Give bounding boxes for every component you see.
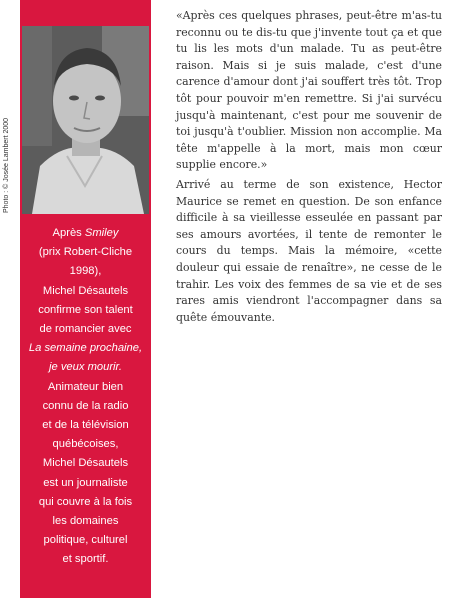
bio-line: les domaines [52, 515, 119, 528]
red-sidebar [20, 0, 151, 598]
book-title-line: La semaine prochaine, [28, 342, 143, 355]
bio-line: et sportif. [62, 553, 109, 566]
bio-line: qui couvre à la fois [38, 495, 133, 508]
bio-line: connu de la radio [42, 399, 129, 412]
bio-line: est un journaliste [43, 476, 128, 489]
book-title-line: je veux mourir. [49, 361, 122, 374]
bio-line: confirme son talent [38, 303, 133, 316]
bio-line: (prix Robert-Cliche [38, 246, 133, 259]
author-bio [20, 224, 151, 570]
bio-line: et de la télévision [42, 419, 129, 432]
excerpt-quote: «Après ces quelques phrases, peut-être m'as-tu reconnu ou te dis-tu que j'invente tout ça et que tu lis les mots d'un malade. Tu as peut-être raison. Mais si je suis malade, c'est d'une carence d'amour dont j'ai souffert très tôt. Trop tôt pour pouvoir m'en remettre. Si j'ai survécu jusqu'à maintenant, c'est pour me souvenir de toi jusqu'à t'oublier. Mission non accomplie. Ma tête m'appelle à la mort, mais mon cœur supplie encore.» [176, 9, 442, 172]
photo-credit: Photo : © Josée Lambert 2000 [3, 117, 10, 213]
bio-line: Michel Désautels [42, 284, 129, 297]
portrait-illustration [22, 26, 149, 214]
author-photo [22, 26, 149, 214]
bio-line: de romancier avec [39, 323, 132, 336]
bio-line: québécoises, [52, 438, 119, 451]
book-summary: Arrivé au terme de son existence, Hector Maurice se remet en question. De son enfance difficile à sa vieillesse esseulée en passant par ses amours avortées, il tente de remonter le cours du temps. Mais la mémoire, «cette douleur qui essaie de renaître», ne cesse de le trahir. Les voix des femmes de sa vie et de ses rares amis viendront l'accompagner dans sa quête émouvante. [176, 177, 442, 324]
main-text [176, 8, 442, 329]
bio-line: 1998), [69, 265, 102, 278]
bio-line: Après Smiley [52, 227, 119, 239]
bio-line: politique, culturel [43, 534, 128, 547]
bio-line: Animateur bien [47, 380, 124, 393]
bio-line: Michel Désautels [42, 457, 129, 470]
